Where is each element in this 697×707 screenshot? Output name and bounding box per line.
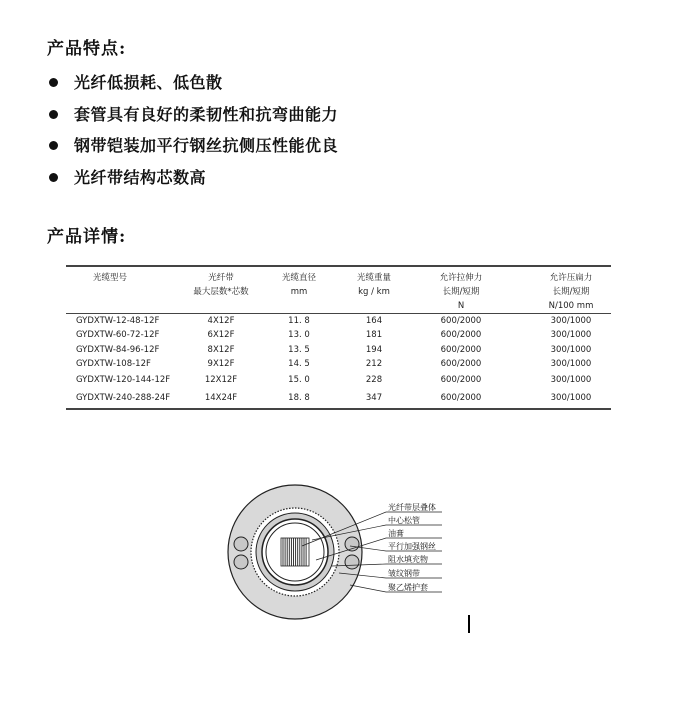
table-bottom-rule <box>66 408 611 410</box>
table-header-rule <box>66 313 611 314</box>
feature-text: 光纤低损耗、低色散 <box>74 73 223 92</box>
diagram-label: 中心松管 <box>388 516 420 525</box>
feature-item <box>47 130 338 162</box>
text-cursor <box>468 615 470 633</box>
cable-cross-section-diagram <box>220 472 460 632</box>
table-cell: GYDXTW-12-48-12F <box>76 316 160 326</box>
table-cell: 600/2000 <box>440 359 482 369</box>
diagram-label: 阻水填充物 <box>388 555 428 564</box>
diagram-labels <box>388 502 436 592</box>
table-cell: 600/2000 <box>440 316 482 326</box>
table-cell: 18. 8 <box>288 393 310 403</box>
table-header-cell: 最大层数*芯数 <box>193 287 249 297</box>
spec-table <box>66 265 611 410</box>
table-cell: 14X24F <box>204 393 238 403</box>
table-header-cell: 光缆重量 <box>356 273 391 283</box>
table-cell: 13. 5 <box>288 345 310 355</box>
bullet-icon <box>49 141 58 150</box>
table-header-cell: 长期/短期 <box>442 287 480 297</box>
feature-item <box>47 162 338 194</box>
steel-wire-icon <box>234 537 248 551</box>
feature-list <box>47 67 338 193</box>
table-cell: GYDXTW-60-72-12F <box>76 330 160 340</box>
table-cell: 600/2000 <box>440 345 482 355</box>
table-header-cell: 允许压扁力 <box>549 273 593 283</box>
feature-item <box>47 99 338 131</box>
table-cell: 300/1000 <box>550 359 592 369</box>
table-cell: GYDXTW-108-12F <box>76 359 151 369</box>
table-cell: 600/2000 <box>440 375 482 385</box>
table-cell: 164 <box>365 316 383 326</box>
table-header-cell: 光纤带 <box>208 273 234 283</box>
table-cell: 300/1000 <box>550 345 592 355</box>
section-title-details: 产品详情: <box>47 227 127 247</box>
table-header-cell: N <box>457 301 465 311</box>
feature-text: 套管具有良好的柔韧性和抗弯曲能力 <box>74 104 339 124</box>
table-cell: 347 <box>365 393 383 403</box>
table-cell: 9X12F <box>207 359 235 369</box>
table-cell: GYDXTW-84-96-12F <box>76 345 160 355</box>
table-cell: 6X12F <box>207 330 235 340</box>
feature-item <box>47 67 338 99</box>
table-cell: 15. 0 <box>288 375 310 385</box>
table-cell: 300/1000 <box>550 375 592 385</box>
table-header-cell: kg / km <box>358 287 390 297</box>
table-header-cell: 光缆直径 <box>281 273 316 283</box>
diagram-label: 皱纹钢带 <box>388 569 420 578</box>
table-cell: 11. 8 <box>288 316 310 326</box>
table-header-cell: 长期/短期 <box>552 287 590 297</box>
bullet-icon <box>49 173 58 182</box>
table-top-rule <box>66 265 611 267</box>
table-header-cell: 光缆型号 <box>92 273 127 283</box>
steel-wire-icon <box>234 555 248 569</box>
table-cell: 12X12F <box>204 375 238 385</box>
table-cell: 300/1000 <box>550 393 592 403</box>
table-cell: 4X12F <box>207 316 235 326</box>
steel-wire-icon <box>345 555 359 569</box>
section-title-features: 产品特点: <box>47 39 127 59</box>
central-tube-inner <box>266 523 324 581</box>
table-cell: GYDXTW-240-288-24F <box>76 393 171 403</box>
table-cell: 212 <box>365 359 383 369</box>
table-cell: GYDXTW-120-144-12F <box>76 375 171 385</box>
table-header-cell: 允许拉伸力 <box>439 273 483 283</box>
diagram-label: 平行加强钢丝 <box>388 542 436 551</box>
table-cell: 14. 5 <box>288 359 310 369</box>
diagram-label: 光纤带层叠体 <box>388 503 436 512</box>
table-cell: 181 <box>365 330 383 340</box>
feature-text: 钢带铠装加平行钢丝抗侧压性能优良 <box>74 136 339 155</box>
table-cell: 228 <box>365 375 383 385</box>
table-cell: 600/2000 <box>440 393 482 403</box>
table-cell: 600/2000 <box>440 330 482 340</box>
table-cell: 194 <box>365 345 383 355</box>
table-cell: 300/1000 <box>550 316 592 326</box>
diagram-label: 油膏 <box>388 529 404 538</box>
feature-text: 光纤带结构芯数高 <box>74 167 207 187</box>
table-cell: 300/1000 <box>550 330 592 340</box>
table-cell: 8X12F <box>207 345 235 355</box>
table-header-cell: mm <box>290 287 308 297</box>
bullet-icon <box>49 78 58 87</box>
table-header-cell: N/100 mm <box>548 301 594 311</box>
table-cell: 13. 0 <box>288 330 310 340</box>
diagram-label: 聚乙烯护套 <box>388 583 428 592</box>
bullet-icon <box>49 110 58 119</box>
